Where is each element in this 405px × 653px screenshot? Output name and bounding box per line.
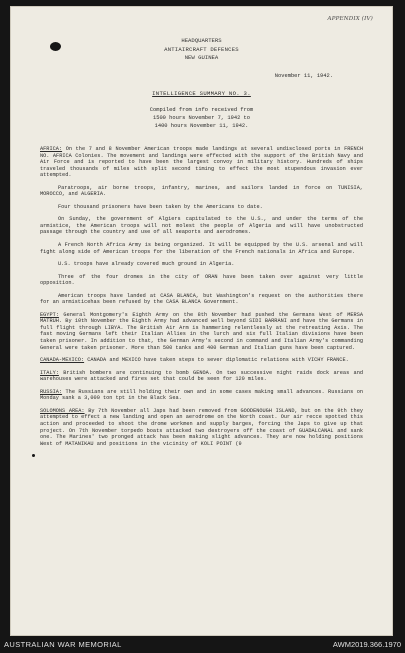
headquarters-block: [10, 37, 393, 63]
section-paragraph: [40, 242, 363, 255]
section-paragraph: [40, 357, 363, 364]
section-paragraph: [40, 216, 363, 236]
compiled-line: 1500 hours November 7, 1942 to: [152, 115, 251, 122]
document-date: November 11, 1942.: [274, 73, 333, 79]
section-text: American troops have landed at CASA BLANCA, but Washington's request on the authorities there for an armisticehas been refused by the CASA BLANCA Government.: [40, 292, 363, 306]
headquarters-line: ANTIAIRCRAFT DEFENCES: [164, 45, 239, 53]
section-heading: CANADA-MEXICO:: [40, 357, 85, 364]
section-text: U.S. troops have already covered much ground in Algeria.: [58, 261, 235, 268]
document-page: [10, 6, 393, 636]
section-text: On Sunday, the government of Algiers capitulated to the U.S., and under the terms of the armistice, the American troops will not molest the people of Algeria and will have unobstructed passage through the country and use of all seaports and aerodromes.: [40, 216, 363, 236]
section-text: The Russians are still holding their own and in some cases making small advances. Russians on Monday sank a 3,000 ton tpt in the Black Sea.: [40, 388, 363, 402]
section-text: Three of the four dromes in the city of ORAN have been taken over against very little opposition.: [40, 273, 363, 287]
section-paragraph: [40, 370, 363, 383]
section-text: British bombers are continuing to bomb GENOA. On two successive night raids dock areas and warehouses were attacked and fires set that could be seen for 120 miles.: [40, 369, 363, 383]
section-text: By 7th November all Japs had been removed from GOODENOUGH ISLAND, but on the 9th they attempted to effect a new landing and open an aerodrome on the North coast. Our air recce spotted this action and proceeded to shoot the drome workmen and supply barges, forcing the Japs to give up that project. On 7th November torpedo boats attacked two destroyers off the coast of GUADALCANAL and sank one. The Marines' two pronged attack has been making slight advances. They are now holding positions West of MATANIKAU and positions in the vicinity of KOLI POINT (9: [40, 407, 363, 447]
section-paragraph: [40, 185, 363, 198]
section-text: CANADA and MEXICO have taken steps to sever diplomatic relations with VICHY FRANCE.: [84, 357, 349, 364]
section-heading: EGYPT:: [40, 311, 59, 318]
section-paragraph: [40, 146, 363, 179]
accession-number: AWM2019.366.1970: [332, 640, 401, 649]
section-paragraph: [40, 204, 363, 211]
section-text: Paratroops, air borne troops, infantry, marines, and sailors landed in force on TUNISIA, MOROCCO, and ALGERIA.: [40, 184, 363, 198]
section-paragraph: [40, 408, 363, 447]
section-text: General Montgomery's Eighth Army on the 8th November had pushed the Germans West of MERSA MATRUH. By 10th November the Eighth Army had advanced well beyond SIDI BARRANI and have the Germans in full flight through LIBYA. The British Air Arm is hammering relentlessly at the retreating Axis. The fast moving Germans left their Italian Allies in the lurch and six full Italian divisions have been taken prisoner. In addition to that, the German Army's second in command and Italian Army's commanding General were taken prisoner. More than 500 tanks and 400 German and Italian guns have been captured.: [40, 311, 363, 351]
summary-body: [40, 146, 363, 453]
section-paragraph: [40, 261, 363, 268]
section-paragraph: [40, 312, 363, 351]
compiled-line: 1400 hours November 11, 1942.: [154, 123, 249, 130]
summary-title: INTELLIGENCE SUMMARY NO. 3.: [152, 90, 251, 97]
section-text: A French North Africa Army is being organized. It will be equipped by the U.S. arsenal and will fight along side of American troops for the liberation of the French nationals in Africa and Europe.: [40, 242, 363, 255]
punch-hole: [32, 454, 35, 457]
section-heading: RUSSIA:: [40, 388, 63, 395]
archive-footer: [0, 636, 405, 653]
section-heading: SOLOMONS AREA:: [40, 407, 85, 414]
compiled-note: [10, 106, 393, 131]
section-paragraph: [40, 389, 363, 402]
section-text: Four thousand prisoners have been taken by the Americans to date.: [58, 203, 263, 210]
headquarters-line: HEADQUARTERS: [181, 37, 222, 44]
section-heading: ITALY:: [40, 369, 59, 376]
section-text: On the 7 and 8 November American troops made landings at several undisclosed ports in FRENCH NO. AFRICA Colonies. The movement and landings were effected with the support of the British Navy and Air Force and is reported to have been the largest convoy in military history. Hundreds of ships traveled thousands of miles with split second timing to effect the most stupendous invasion ever attempted.: [40, 146, 363, 179]
compiled-line: Compiled from info received from: [149, 107, 254, 113]
section-heading: AFRICA:: [40, 146, 63, 152]
section-paragraph: [40, 274, 363, 287]
appendix-mark: APPENDIX (IV): [327, 16, 373, 22]
archive-name: AUSTRALIAN WAR MEMORIAL: [4, 640, 122, 649]
section-paragraph: [40, 293, 363, 306]
headquarters-line: NEW GUINEA: [184, 54, 219, 62]
